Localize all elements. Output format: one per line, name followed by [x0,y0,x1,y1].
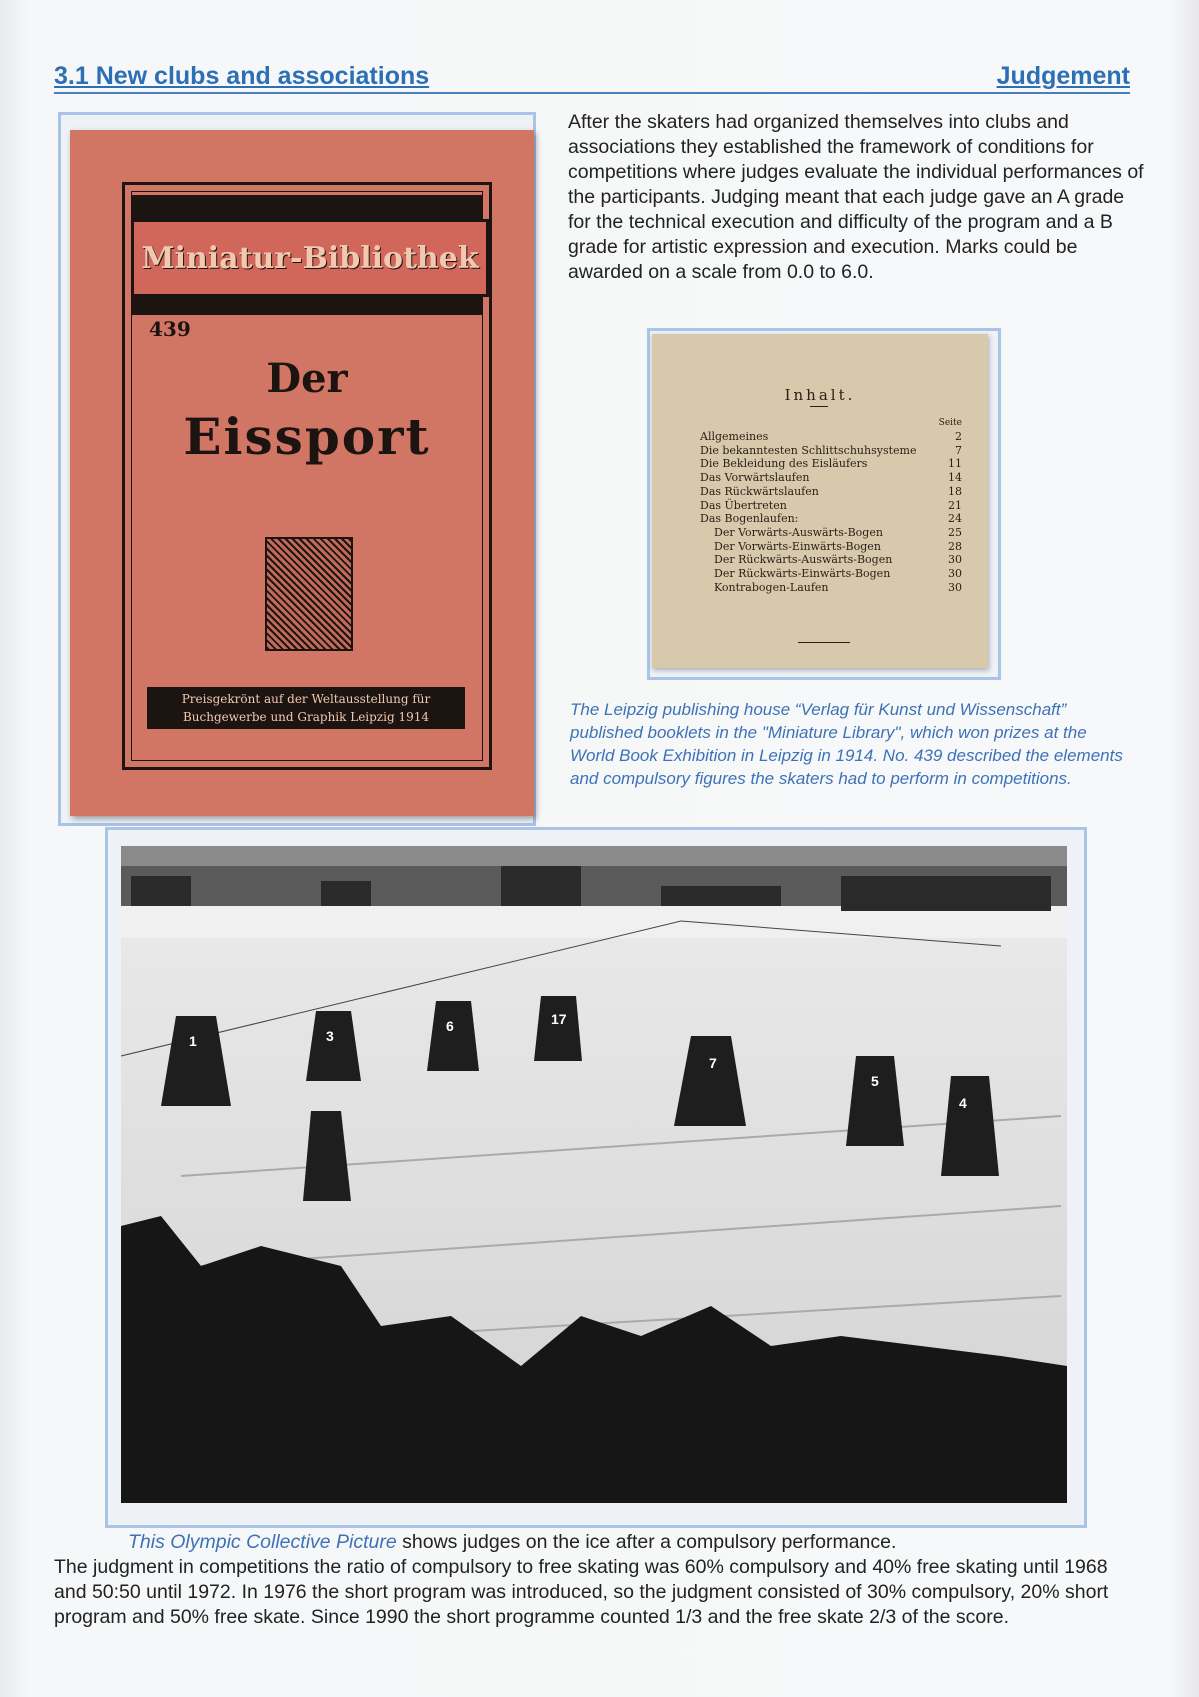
toc-entry-page: 18 [948,484,962,498]
intro-paragraph: After the skaters had organized themselves into clubs and associations they established the framework of conditions for competitions where judges evaluate the individual performances of the participants. Judging meant that each judge gave an A grade for the technical execution and difficulty of the program and a B grade for artistic expression and execution. Marks could be awarded on a scale from 0.0 to 6.0. [568,111,1144,283]
toc-entry-page: 7 [955,443,962,457]
toc-entry-page: 2 [955,430,962,443]
section-title: 3.1 New clubs and associations [54,62,430,90]
toc-entry [700,430,962,444]
toc-entry-page: 11 [948,457,962,471]
toc-entry [700,444,962,458]
toc-entry [700,553,962,567]
book-caption: The Leipzig publishing house “Verlag für Kunst und Wissenschaft” published booklets in the "Miniature Library", which won prizes at the World Book Exhibition in Leipzig in 1914. No. 439 described the elements and compulsory figures the skaters had to perform in competitions. [570,700,1123,788]
topic-title: Judgement [996,62,1130,90]
toc-entry-label: Das Übertreten [700,498,787,512]
svg-text:17: 17 [551,1011,567,1027]
toc-entry-label: Kontrabogen-Laufen [714,580,829,594]
page-header [54,62,1130,94]
toc-entry-label: Der Vorwärts-Auswärts-Bogen [714,525,883,539]
toc-entry-page: 30 [948,553,962,567]
toc-entry-label: Der Vorwärts-Einwärts-Bogen [714,539,881,553]
toc-title: Inhalt. [784,386,856,404]
book-cover-border [122,182,492,770]
book-emblem-icon [265,537,353,651]
toc-entry-label: Allgemeines [700,430,769,443]
toc-entry-page: 25 [948,525,962,539]
toc-entry [700,499,962,513]
toc-entry-label: Die Bekleidung des Eisläufers [700,457,868,471]
toc-entry [700,471,962,485]
svg-text:6: 6 [446,1018,454,1034]
photo-caption-body: The judgment in competitions the ratio of compulsory to free skating was 60% compulsory and 40% free skating until 1968 and 50:50 until 1972. In 1976 the short program was introduced, so the judgment consisted of 30% compulsory, 20% short program and 50% free skate. Since 1990 the short programme counted 1/3 and the free skate 2/3 of the score. [54,1556,1109,1628]
toc-entry-label: Die bekanntesten Schlittschuhsysteme [700,443,917,457]
svg-text:4: 4 [959,1095,967,1111]
svg-text:3: 3 [326,1028,334,1044]
judges-photo-drawing [121,846,1067,1503]
book-series: Miniatur-Bibliothek [141,240,479,276]
toc-entry-label: Das Rückwärtslaufen [700,484,819,498]
toc-entry-page: 21 [948,498,962,512]
book-series-banner [131,219,489,297]
toc-entry [700,540,962,554]
book-footer-banner: Preisgekrönt auf der Weltausstellung für Buchgewerbe und Graphik Leipzig 1914 [147,687,465,729]
toc-entry-page: 14 [948,471,962,485]
toc-entry [700,485,962,499]
toc-entry [700,512,962,526]
photo-caption-italic: This Olympic Collective Picture [128,1531,397,1553]
toc-entry [700,526,962,540]
toc-entry-page: 28 [948,539,962,553]
toc-entry-label: Der Rückwärts-Einwärts-Bogen [714,567,891,581]
toc-entry-label: Der Rückwärts-Auswärts-Bogen [714,553,893,567]
table-of-contents-image [652,334,988,668]
toc-entry-label: Das Vorwärtslaufen [700,471,810,485]
toc-entries [700,430,962,594]
judges-on-ice-photo [121,846,1067,1503]
photo-caption-lead: shows judges on the ice after a compulsory performance. [396,1531,897,1553]
toc-entry [700,567,962,581]
toc-entry-page: 24 [948,512,962,526]
book-title-line1: Der [266,355,348,402]
svg-text:1: 1 [189,1033,197,1049]
svg-text:5: 5 [871,1073,879,1089]
toc-page-header: Seite [938,418,962,428]
photo-caption [54,1530,1144,1630]
book-title-line2: Eissport [183,407,431,466]
book-number: 439 [149,317,191,341]
toc-entry [700,581,962,595]
svg-text:7: 7 [709,1055,717,1071]
book-cover-image [70,130,534,816]
toc-entry-page: 30 [948,567,962,581]
toc-entry [700,457,962,471]
toc-entry-page: 30 [948,580,962,594]
toc-entry-label: Das Bogenlaufen: [700,512,799,526]
